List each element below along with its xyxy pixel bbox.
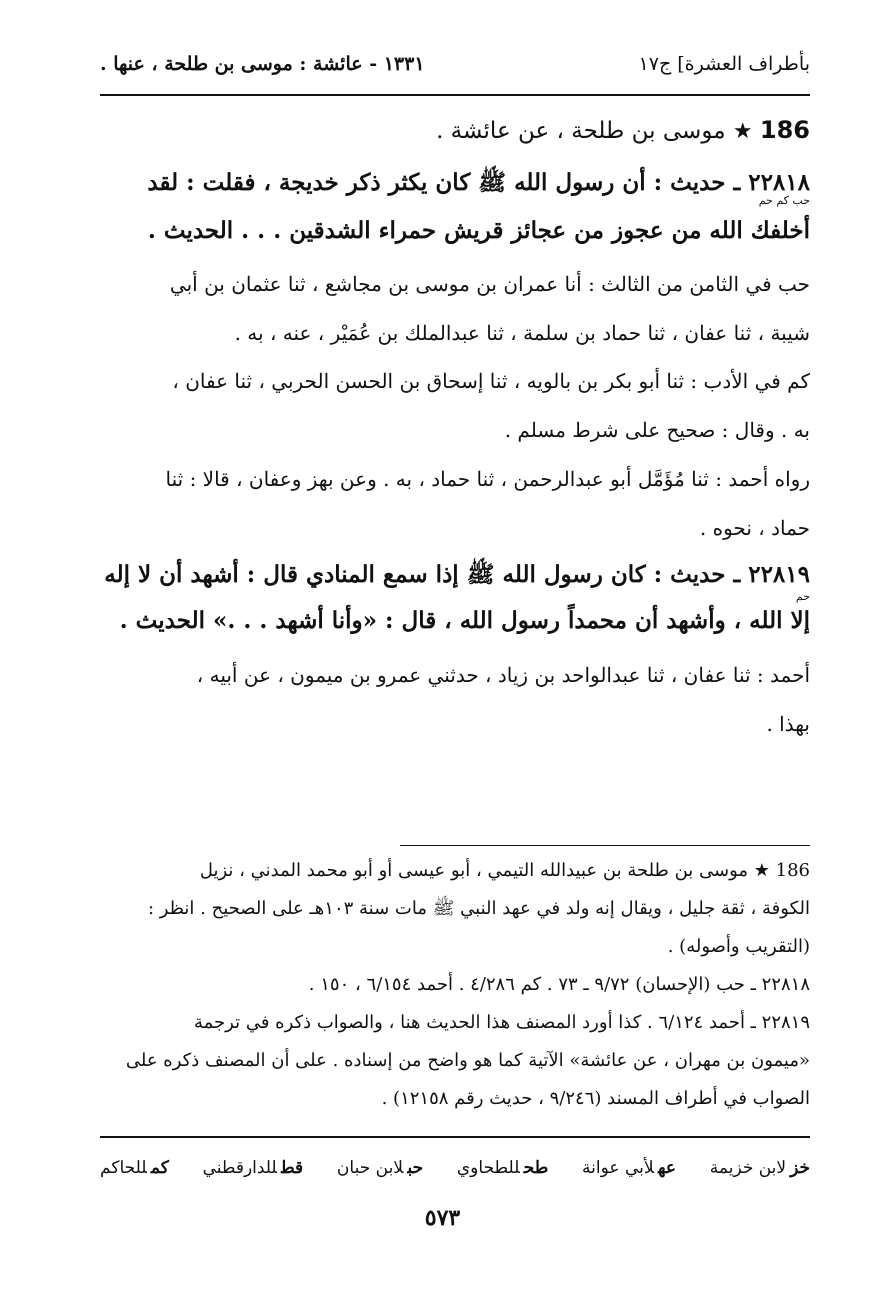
footnote-186-line3: (التقريب وأصوله) . bbox=[667, 936, 810, 957]
hadith-22818-line1: ٢٢٨١٨ ـ حديث : أن رسول الله ﷺ كان يكثر ذكر خديجة ، فقلت : لقد bbox=[147, 169, 810, 196]
hadith-22818-line2: أخلفك الله من عجوز من عجائز قريش حمراء الشدقين . . . الحديث . bbox=[147, 217, 810, 244]
entry-heading bbox=[100, 106, 810, 156]
footnote-186-line2: الكوفة ، ثقة جليل ، ويقال إنه ولد في عهد النبي ﷺ مات سنة ١٠٣هـ على الصحيح . انظر : bbox=[147, 898, 810, 919]
abbreviations-key bbox=[100, 1148, 810, 1188]
abbrev-item: قطللدارقطني bbox=[202, 1158, 304, 1178]
paragraph-ahmad: رواه أحمد : ثنا مُؤَمَّل أبو عبدالرحمن ، ثنا حماد ، به . وعن بهز وعفان ، قالا : ثنا حماد ، نحوه . bbox=[165, 467, 810, 540]
header-book-title: بأطراف العشرة] ج١٧ bbox=[638, 53, 810, 75]
footnote-186-line1: 186 ★ موسى بن طلحة بن عبيدالله التيمي ، أبو عيسى أو أبو محمد المدني ، نزيل bbox=[199, 860, 810, 881]
entry-title: موسى بن طلحة ، عن عائشة . bbox=[436, 118, 726, 144]
abbrev-item: عهلأبي عوانة bbox=[582, 1158, 676, 1178]
abbreviations-rule bbox=[100, 1136, 810, 1138]
abbrev-item: خزلابن خزيمة bbox=[709, 1158, 810, 1178]
abbrev-item: طحللطحاوي bbox=[456, 1158, 549, 1178]
footnotes bbox=[100, 852, 810, 1118]
paragraph-ahmad-2: أحمد : ثنا عفان ، ثنا عبدالواحد بن زياد ، حدثني عمرو بن ميمون ، عن أبيه ، بهذا . bbox=[196, 663, 810, 736]
hadith-22819-sources-mark: حم bbox=[795, 590, 810, 603]
abbrev-item: كمللحاكم bbox=[100, 1158, 169, 1178]
page-number: ٥٧٣ bbox=[424, 1205, 461, 1231]
running-header bbox=[100, 46, 810, 82]
footnote-22819-line3: الصواب في أطراف المسند (٩/٢٤٦ ، حديث رقم ١٢١٥٨) . bbox=[381, 1088, 810, 1109]
header-rule bbox=[100, 94, 810, 96]
footnote-22819-line1: ٢٢٨١٩ ـ أحمد ٦/١٢٤ . كذا أورد المصنف هذا الحديث هنا ، والصواب ذكره في ترجمة bbox=[194, 1012, 810, 1033]
footnote-22819-line2: «ميمون بن مهران ، عن عائشة» الآتية كما هو واضح من إسناده . على أن المصنف ذكره على bbox=[125, 1050, 810, 1071]
footnote-rule bbox=[400, 845, 810, 846]
hadith-22819-line1: ٢٢٨١٩ ـ حديث : كان رسول الله ﷺ إذا سمع المنادي قال : أشهد أن لا إله bbox=[104, 561, 810, 588]
abbrev-item: حبلابن حبان bbox=[336, 1158, 424, 1178]
header-section-title: ١٣٣١ - عائشة : موسى بن طلحة ، عنها . bbox=[100, 53, 425, 75]
star-icon: ★ bbox=[732, 119, 753, 144]
footnote-22818: ٢٢٨١٨ ـ حب (الإحسان) ٩/٧٢ ـ ٧٣ . كم ٤/٢٨٦ . أحمد ٦/١٥٤ ، ١٥٠ . bbox=[308, 974, 810, 995]
hadith-22818-sources-mark: حب كم حم bbox=[758, 194, 810, 207]
hadith-22819-line2: إلا الله ، وأشهد أن محمداً رسول الله ، قال : «وأنا أشهد . . .» الحديث . bbox=[119, 607, 810, 634]
paragraph-hakim: كم في الأدب : ثنا أبو بكر بن بالويه ، ثنا إسحاق بن الحسن الحربي ، ثنا عفان ، به . وقال : صحيح على شرط مسلم . bbox=[172, 369, 810, 442]
entry-number: 186 bbox=[759, 116, 810, 144]
paragraph-ibn-hibban: حب في الثامن من الثالث : أنا عمران بن موسى بن مجاشع ، ثنا عثمان بن أبي شيبة ، ثنا عفان ، ثنا حماد بن سلمة ، ثنا عبدالملك بن عُمَيْر ، عنه ، به . bbox=[169, 272, 810, 345]
